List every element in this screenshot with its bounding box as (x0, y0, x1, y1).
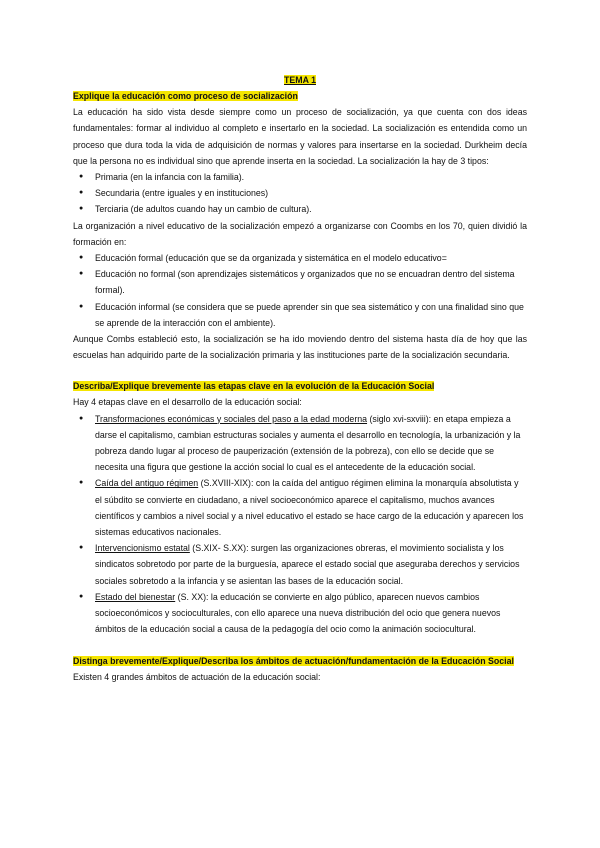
list-item (73, 540, 527, 589)
education-forms-list (73, 250, 527, 331)
list-item: ● Educación no formal (son aprendizajes sistemáticos y organizados que no se encuadran dentro del sistema formal). (73, 266, 527, 298)
list-item (73, 411, 527, 476)
list-item (73, 589, 527, 638)
list-item: ● Educación formal (educación que se da organizada y sistemática en el modelo educativo= (73, 250, 527, 266)
section2-intro: Hay 4 etapas clave en el desarrollo de la educación social: (73, 397, 302, 408)
socialization-types-list (73, 169, 527, 218)
stage-text: (S.XVIII-XIX): con la caída del antiguo régimen elimina la monarquía absolutista y el súbdito se convierte en ciudadano, a nivel socioeconómico aparece el capitalismo, muchos avances científicos y cambios a nivel social y a nivel educativo el estado se hace cargo de la educación y aparecen los sistemas educativos nacionales. (95, 478, 524, 538)
spacer (73, 638, 527, 653)
section1-paragraph-2: La organización a nivel educativo de la socialización empezó a organizarse con Coombs en los 70, quien dividió la formación en: (73, 220, 527, 247)
stage-text: (S.XIX- S.XX): surgen las organizaciones obreras, el movimiento socialista y los sindicatos sobretodo por parte de la burguesía, aparece el estado social que aseguraba derechos y servicios sociales sobretodo a la infancia y se asientan las bases de la educación social. (95, 543, 520, 586)
section2-heading: Describa/Explique brevemente las etapas clave en la evolución de la Educación Social (73, 381, 435, 392)
stage-name: Transformaciones económicas y sociales del paso a la edad moderna (95, 413, 368, 424)
list-item: ● Primaria (en la infancia con la familia). (73, 169, 527, 185)
list-item: ● Terciaria (de adultos cuando hay un cambio de cultura). (73, 201, 527, 217)
list-item: ● Secundaria (entre iguales y en instituciones) (73, 185, 527, 201)
document-title: TEMA 1 (284, 75, 316, 85)
stage-name: Caída del antiguo régimen (95, 478, 199, 489)
stage-text: (S. XX): la educación se convierte en algo público, aparecen nuevos cambios socioeconómicos y socioculturales, con ello aparece una nueva distribución del ocio que genera nuevos ámbitos de la educación social a causa de la pedagogía del ocio como la animación sociocultural. (95, 591, 501, 635)
spacer (73, 363, 527, 378)
document-page (73, 72, 527, 685)
list-item: ● Educación informal (se considera que se puede aprender sin que sea sistemático y con una finalidad sino que se aprende de la interacción con el ambiente). (73, 299, 527, 331)
stages-list (73, 411, 527, 638)
stage-name: Intervencionismo estatal (95, 543, 190, 554)
list-item (73, 475, 527, 540)
section3-intro: Existen 4 grandes ámbitos de actuación de la educación social: (73, 671, 321, 682)
section1-paragraph-1: La educación ha sido vista desde siempre como un proceso de socialización, ya que cuenta con dos ideas fundamentales: formar al individuo al completo e insertarlo en la sociedad. La socialización es entendida como un proceso que dura toda la vida de adquisición de normas y valores para insertarse en la sociedad. Durkheim decía que la persona no es individual sino que aprende inserta en la sociedad. La socialización la hay de 3 tipos: (73, 107, 527, 166)
section3-heading: Distinga brevemente/Explique/Describa los ámbitos de actuación/fundamentación de la Educación Social (73, 655, 514, 666)
section1-heading: Explique la educación como proceso de socialización (73, 91, 298, 102)
stage-text: (siglo xvi-sxviii): en etapa empieza a darse el capitalismo, cambian estructuras sociales y aumenta el desarrollo en tecnología, la urbanización y la pobreza dando lugar al proceso de pauperización (extensión de la pobreza), con ello se decide que se necesita una figura que gestione la acción social lo cual es el antecedente de la educación social. (95, 413, 521, 473)
stage-name: Estado del bienestar (95, 591, 176, 602)
section1-paragraph-3: Aunque Combs estableció esto, la socialización se ha ido moviendo dentro del sistema hasta día de hoy que las escuelas han adquirido parte de la socialización primaria y las instituciones parte de la socialización secundaria. (73, 334, 527, 361)
